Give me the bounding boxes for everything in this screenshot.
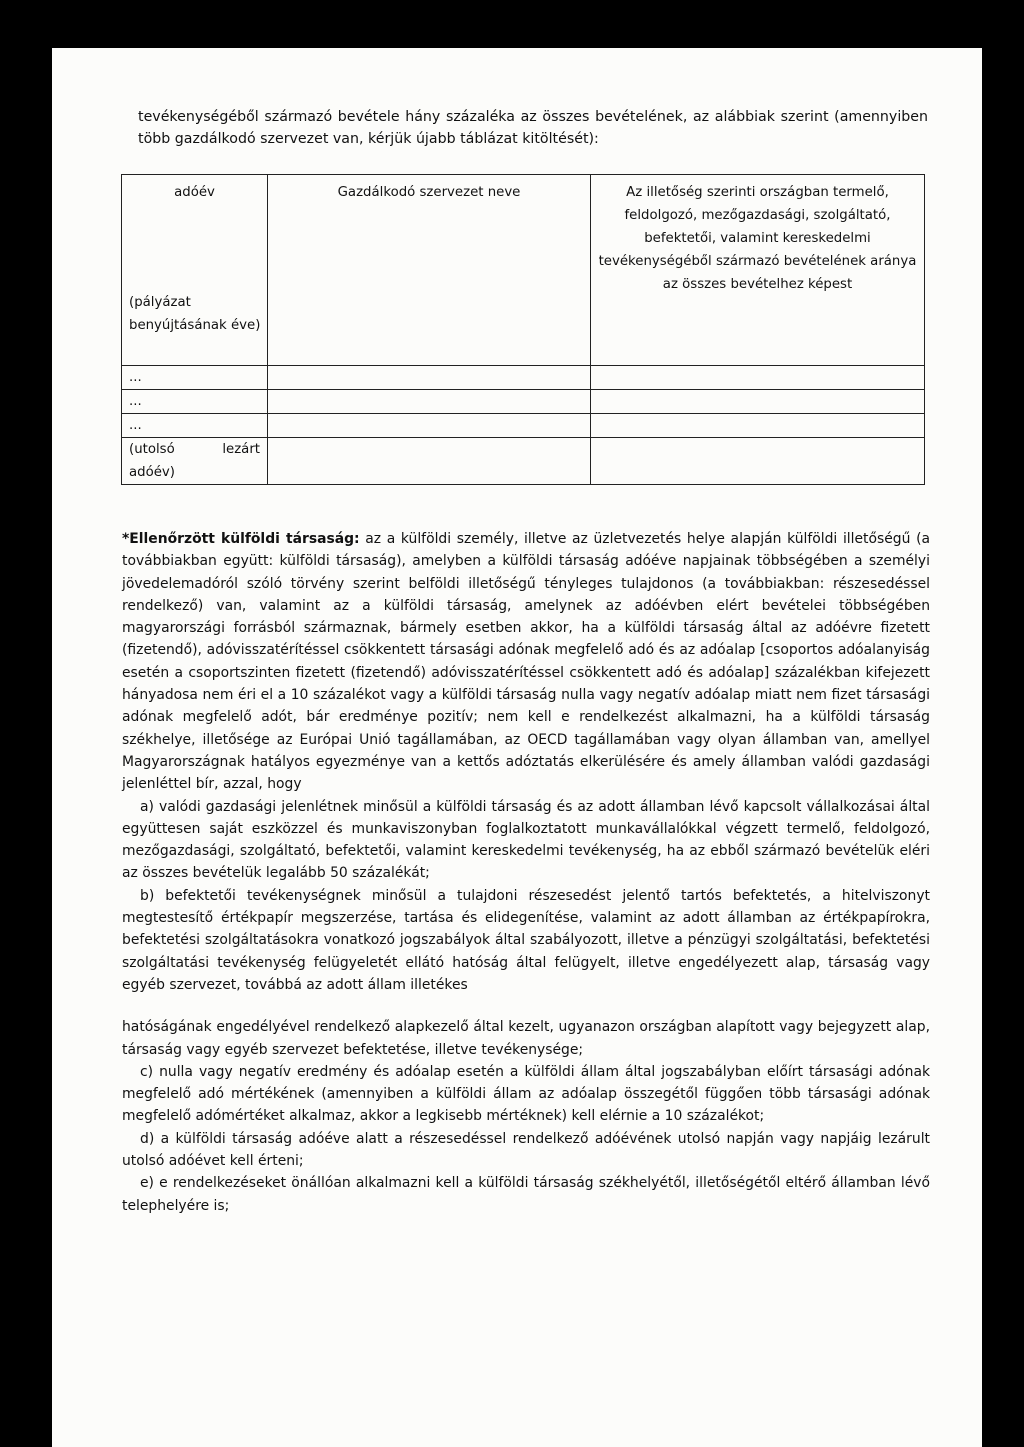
definition-text: az a külföldi személy, illetve az üzletvezetés helye alapján külföldi illetőségű (a továbbiakban együtt: külföldi társaság), amelyben a külföldi társaság adóéve napjainak többségében a személyi jövedelemadóról szóló törvény szerint belföldi illetőségű tényleges tulajdonos (a továbbiakban: részesedéssel rendelkező) van, valamint az a külföldi társaság, amelynek az adóévben elért bevételei többségében magyarországi forrásból származnak, bármely esetben akkor, ha a külföldi társaság által az adóévre fizetett (fizetendő), adóvisszatérítéssel csökkentett társasági adónak megfelelő adó és az adóalap [csoportos adóalanyiság esetén a csoportszinten fizetett (fizetendő) adóvisszatérítéssel csökkentett adó és adóalap] százalékban kifejezett hányadosa nem éri el a 10 százalékot vagy a külföldi társaság nulla vagy negatív adóalap miatt nem fizet társasági adónak megfelelő adót, bár eredménye pozitív; nem kell e rendelkezést alkalmazni, ha a külföldi társaság székhelye, illetősége az Európai Unió tagállamában, az OECD tagállamában vagy olyan államban van, amellyel Magyarországnak hatályos egyezménye van a kettős adóztatás elkerülésére és amely államban valódi gazdasági jelenléttel bír, azzal, hogy (122, 531, 930, 793)
ratio-cell[interactable] (591, 438, 925, 485)
year-cell: ... (122, 414, 268, 438)
header-year-cell (122, 175, 268, 366)
header-ratio-label: Az illetőség szerinti országban termelő, feldolgozó, mezőgazdasági, szolgáltató, befektetői, valamint kereskedelmi tevékenységéből származó bevételének aránya az összes bevételhez képest (598, 185, 917, 292)
header-org-cell (268, 175, 591, 366)
org-cell[interactable] (268, 438, 591, 485)
item-b-part1: b) befektetői tevékenységnek minősül a tulajdoni részesedést jelentő tartós befektetés, a hitelviszonyt megtestesítő értékpapír megszerzése, tartása és elidegenítése, valamint az adott államban az értékpapírokra, befektetési szolgáltatásokra vonatkozó jogszabályok által szabályozott, illetve a pénzügyi szolgáltatási, befektetési szolgáltatási tevékenység felügyeletét ellátó hatóság által felügyelt, illetve engedélyezett alap, társaság vagy egyéb szervezet, továbbá az adott állam illetékes (122, 887, 930, 993)
item-d: d) a külföldi társaság adóéve alatt a részesedéssel rendelkező adóévének utolsó napján vagy napjáig lezárult utolsó adóévet kell érteni; (122, 1130, 930, 1170)
table-row (122, 390, 925, 414)
item-c: c) nulla vagy negatív eredmény és adóalap esetén a külföldi állam által jogszabályban előírt társasági adónak megfelelő adó mértékének (amennyiben a külföldi állam az adóalap összegétől függően több társasági adónak megfelelő adómértéket alkalmaz, akkor a legkisebb mértéknek) kell elérnie a 10 százalékot; (122, 1063, 930, 1125)
ratio-cell[interactable] (591, 390, 925, 414)
item-b-part2: hatóságának engedélyével rendelkező alapkezelő által kezelt, ugyanazon országban alapított vagy bejegyzett alap, társaság vagy egyéb szervezet befektetése, illetve tevékenysége; (122, 1019, 930, 1058)
item-e: e) e rendelkezéseket önállóan alkalmazni kell a külföldi társaság székhelyétől, illetőségétől eltérő államban lévő telephelyére is; (122, 1175, 930, 1214)
intro-paragraph (138, 106, 928, 150)
header-org-label: Gazdálkodó szervezet neve (337, 185, 521, 200)
org-cell[interactable] (268, 366, 591, 390)
year-cell: ... (122, 366, 268, 390)
header-year-note: (pályázat benyújtásának éve) (129, 295, 261, 333)
table-header-row (122, 175, 925, 366)
table-row-last (122, 438, 925, 485)
org-cell[interactable] (268, 390, 591, 414)
ratio-cell[interactable] (591, 414, 925, 438)
definition-term: *Ellenőrzött külföldi társaság: (122, 531, 360, 547)
definition-paragraph (122, 528, 930, 796)
document-page (52, 48, 982, 1447)
intro-text: tevékenységéből származó bevétele hány százaléka az összes bevételének, az alábbiak szerint (amennyiben több gazdálkodó szervezet van, kérjük újabb táblázat kitöltését): (138, 109, 928, 147)
spacer (122, 996, 930, 1016)
item-a: a) valódi gazdasági jelenlétnek minősül a külföldi társaság és az adott államban lévő kapcsolt vállalkozásai által együttesen saját eszközzel és munkaviszonyban foglalkoztatott munkavállalókkal végzett termelő, feldolgozó, mezőgazdasági, szolgáltató, befektetői, valamint kereskedelmi tevékenység, ha az ebből származó bevételük eléri az összes bevételük legalább 50 százalékát; (122, 798, 930, 882)
last-year-closed: lezárt (222, 442, 260, 457)
table-row (122, 414, 925, 438)
org-cell[interactable] (268, 414, 591, 438)
header-ratio-cell (591, 175, 925, 366)
ratio-cell[interactable] (591, 366, 925, 390)
definition-section (122, 528, 930, 1217)
last-year-label: (utolsó adóév) (129, 442, 175, 480)
year-cell: ... (122, 390, 268, 414)
table-row (122, 366, 925, 390)
header-year-label: adóév (174, 185, 215, 200)
revenue-table (121, 174, 925, 485)
last-year-cell (122, 438, 268, 485)
